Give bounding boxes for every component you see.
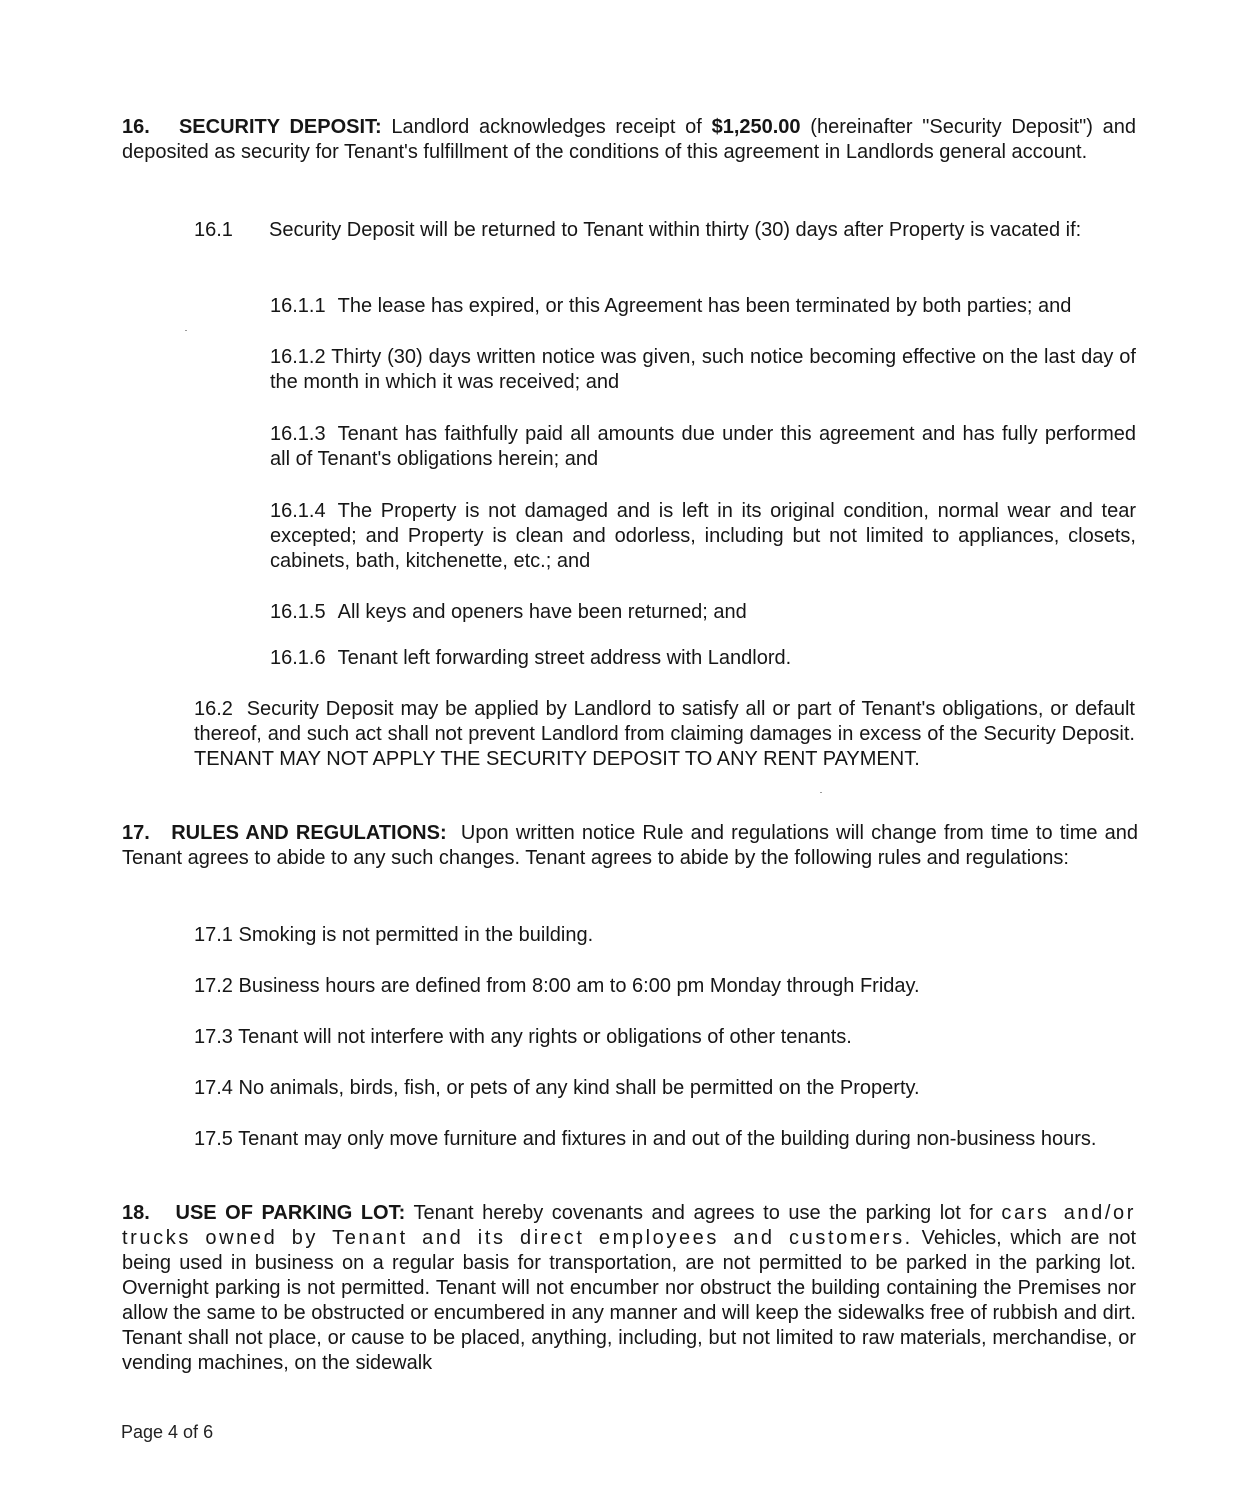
rule-text: Smoking is not permitted in the building. [238, 924, 594, 946]
clause-16-1-text: Security Deposit will be returned to Tenant within thirty (30) days after Property is vacated if: [269, 219, 1082, 241]
section-17-number: 17. [122, 822, 150, 844]
page-footer: Page 4 of 6 [121, 1422, 214, 1442]
section-18-paragraph [122, 1201, 1136, 1376]
rule-number: 17.3 [194, 1026, 233, 1048]
section-17-title: RULES AND REGULATIONS: [171, 822, 447, 844]
condition-16-1-3 [270, 422, 1136, 472]
condition-16-1-4 [270, 499, 1136, 574]
condition-number: 16.1.6 [270, 647, 326, 669]
condition-16-1-5 [270, 600, 1136, 625]
section-17-text: Upon written notice Rule and regulations will change from time to time and Tenant agrees to abide to any such changes. Tenant agrees to abide by the following rules and regulations: [122, 822, 1138, 869]
scan-speck [185, 330, 187, 331]
rule-text: Tenant will not interfere with any rights or obligations of other tenants. [238, 1026, 852, 1048]
rule-number: 17.2 [194, 975, 233, 997]
clause-16-2-text: Security Deposit may be applied by Landlord to satisfy all or part of Tenant's obligations, or default thereof, and such act shall not prevent Landlord from claiming damages in excess of the Security Deposit. TENANT MAY NOT APPLY THE SECURITY DEPOSIT TO ANY RENT PAYMENT. [194, 698, 1135, 770]
rule-text: Business hours are defined from 8:00 am to 6:00 pm Monday through Friday. [238, 975, 920, 997]
condition-text: Tenant has faithfully paid all amounts due under this agreement and has fully performed all of Tenant's obligations herein; and [270, 423, 1136, 470]
section-16-paragraph [122, 115, 1136, 165]
security-deposit-amount: $1,250.00 [711, 116, 801, 138]
rule-17-4 [194, 1076, 1136, 1101]
condition-number: 16.1.1 [270, 295, 326, 317]
rule-17-1 [194, 923, 1136, 948]
section-16-text-a: Landlord acknowledges receipt of [391, 116, 702, 138]
rule-number: 17.5 [194, 1128, 233, 1150]
section-16-number: 16. [122, 116, 150, 138]
condition-text: The lease has expired, or this Agreement has been terminated by both parties; and [337, 295, 1072, 317]
condition-text: The Property is not damaged and is left in its original condition, normal wear and tear excepted; and Property is clean and odorless, including but not limited to appliances, closets, cabinets, bath, kitchenette, etc.; and [270, 500, 1136, 572]
condition-text: Thirty (30) days written notice was given, such notice becoming effective on the last day of the month in which it was received; and [270, 346, 1136, 393]
scan-speck [820, 792, 822, 793]
clause-16-2-number: 16.2 [194, 698, 233, 720]
rule-text: Tenant may only move furniture and fixtures in and out of the building during non-business hours. [238, 1128, 1097, 1150]
clause-16-1 [194, 218, 1135, 243]
condition-text: All keys and openers have been returned; and [337, 601, 747, 623]
section-18-text-c: Vehicles, which are not being used in business on a regular basis for transportation, are not permitted to be parked in the parking lot. Overnight parking is not permitted. Tenant will not encumber nor obstruct the building containing the Premises nor allow the same to be obstructed or encumbered in any manner and will keep the sidewalks free of rubbish and dirt. Tenant shall not place, or cause to be placed, anything, including, but not limited to raw materials, merchandise, or vending machines, on the sidewalk [122, 1227, 1137, 1374]
clause-16-2 [194, 697, 1135, 772]
rule-17-3 [194, 1025, 1136, 1050]
section-16-text-b: (hereinafter "Security Deposit") and deposited as security for Tenant's fulfillment of the conditions of this agreement in Landlords general account. [122, 116, 1136, 163]
section-18-text-a: Tenant hereby covenants and agrees to use the parking lot for [413, 1202, 993, 1224]
rule-number: 17.4 [194, 1077, 233, 1099]
condition-16-1-1 [270, 294, 1136, 319]
section-18-text-b: cars and/or trucks owned by Tenant and its direct employees and customers. [122, 1202, 1136, 1249]
rule-number: 17.1 [194, 924, 233, 946]
condition-number: 16.1.5 [270, 601, 326, 623]
rule-17-5 [194, 1127, 1136, 1152]
section-18-number: 18. [122, 1202, 150, 1224]
condition-text: Tenant left forwarding street address with Landlord. [337, 647, 792, 669]
condition-number: 16.1.3 [270, 423, 326, 445]
section-17-paragraph [122, 821, 1138, 871]
condition-number: 16.1.2 [270, 346, 326, 368]
section-16-title: SECURITY DEPOSIT: [178, 116, 382, 138]
rule-17-2 [194, 974, 1136, 999]
condition-16-1-6 [270, 646, 1136, 671]
clause-16-1-number: 16.1 [194, 219, 233, 241]
section-18-title: USE OF PARKING LOT: [175, 1202, 406, 1224]
rule-text: No animals, birds, fish, or pets of any kind shall be permitted on the Property. [238, 1077, 920, 1099]
condition-16-1-2 [270, 345, 1136, 395]
condition-number: 16.1.4 [270, 500, 326, 522]
